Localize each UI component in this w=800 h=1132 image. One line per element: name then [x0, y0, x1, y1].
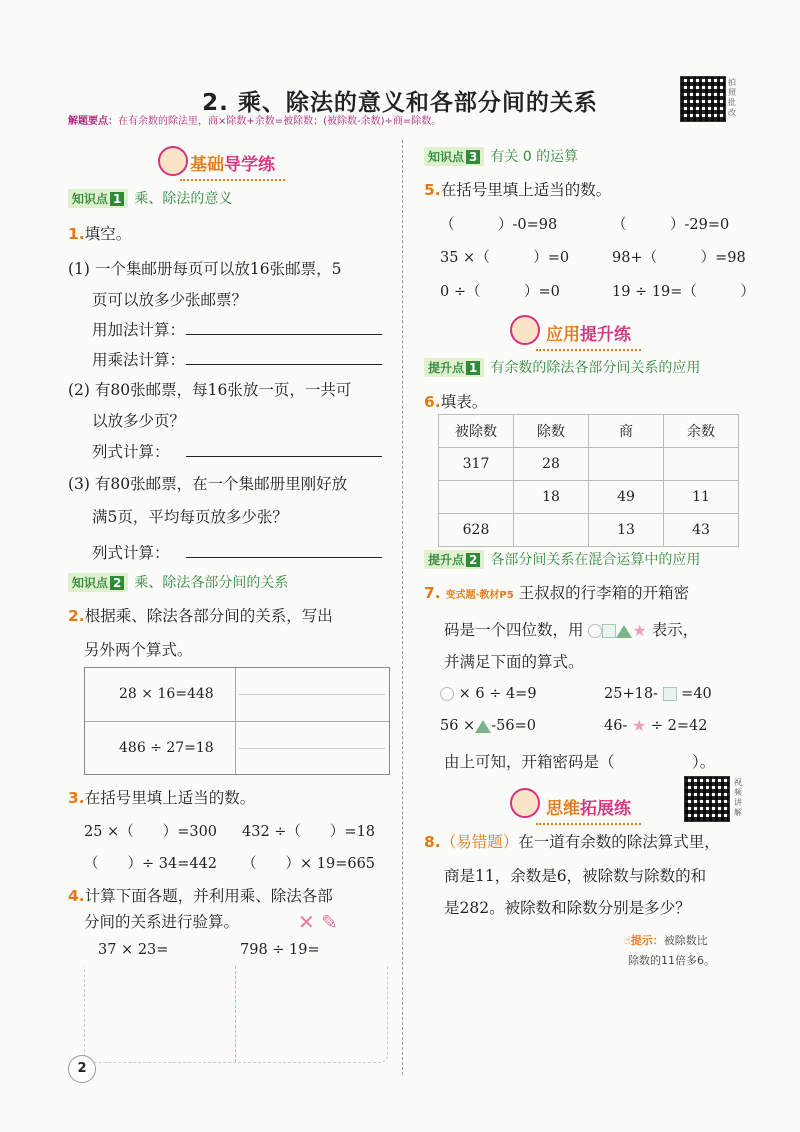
q7-eq-4: 46- ★ ÷ 2=42	[604, 716, 708, 735]
q2-equation-1: 28 × 16=448	[119, 686, 214, 702]
q1-part3-line2: 满5页，平均每页放多少张？	[92, 508, 288, 526]
q5-item-1[interactable]: （ ）-0=98	[440, 217, 558, 233]
answer-line-2[interactable]	[186, 456, 382, 457]
q3-item-1[interactable]: 25 ×（ ）=300	[84, 824, 218, 840]
q1-part3-line1: (3) 有80张邮票，在一个集邮册里刚好放	[68, 475, 348, 493]
knowledge-point-3: 知识点 3 有关 0 的运算	[424, 146, 578, 166]
student-mascot-icon	[158, 146, 188, 176]
question-2-line1: 2.根据乘、除法各部分间的关系，写出	[68, 607, 333, 625]
q1-part2-line2: 以放多少页？	[92, 412, 186, 430]
qr-code-top[interactable]	[680, 76, 726, 122]
table-header: 除数	[514, 415, 589, 448]
q5-item-3[interactable]: 35 ×（ ）=0	[440, 250, 570, 266]
table-cell: 18	[514, 481, 589, 514]
table-cell: 49	[589, 481, 664, 514]
table-cell: 317	[439, 448, 514, 481]
table-row	[439, 481, 739, 514]
square-shape-icon	[663, 687, 677, 701]
q3-item-4[interactable]: （ ）× 19=665	[242, 856, 376, 872]
improvement-point-2: 提升点 2 各部分间关系在混合运算中的应用	[424, 549, 700, 569]
banner-basic: 基础导学练	[190, 150, 275, 175]
q1-part1-line1: (1) 一个集邮册每页可以放16张邮票，5	[68, 260, 342, 278]
table-cell-blank[interactable]	[439, 481, 514, 514]
question-7-line3: 并满足下面的算式。	[444, 653, 584, 671]
table-header: 被除数	[439, 415, 514, 448]
q4-work-area[interactable]	[84, 966, 388, 1063]
question-3-title: 3.在括号里填上适当的数。	[68, 789, 256, 807]
question-2-line2: 另外两个算式。	[84, 641, 193, 659]
table-cell: 13	[589, 514, 664, 547]
q1-part2-line1: (2) 有80张邮票，每16张放一页，一共可	[68, 381, 352, 399]
q2-write-line-2[interactable]	[239, 748, 385, 749]
table-cell-blank[interactable]	[514, 514, 589, 547]
table-header: 商	[589, 415, 664, 448]
circle-shape-icon	[588, 624, 602, 638]
question-4-line1: 4.计算下面各题，并利用乘、除法各部	[68, 887, 333, 905]
knowledge-point-2: 知识点 2 乘、除法各部分间的关系	[68, 572, 288, 592]
page-number: 2	[68, 1055, 96, 1083]
answer-line-3[interactable]	[186, 557, 382, 558]
question-8-line3: 是282。被除数和除数分别是多少？	[444, 899, 691, 917]
column-divider	[402, 140, 403, 1075]
table-cell-blank[interactable]	[664, 448, 739, 481]
pencil-cartoon-icon: ✕ ✎	[298, 910, 338, 934]
question-1-title: 1.填空。	[68, 225, 132, 243]
page-title: 2. 乘、除法的意义和各部分间的关系	[202, 90, 598, 116]
table-cell: 628	[439, 514, 514, 547]
question-7-line2: 码是一个四位数，用 ★ 表示，	[444, 621, 699, 640]
q3-item-3[interactable]: （ ）÷ 34=442	[84, 856, 218, 872]
banner-applied: 应用提升练	[546, 320, 631, 345]
answer-line-add[interactable]	[186, 334, 382, 335]
q7-eq-3: 56 × -56=0	[440, 718, 536, 734]
qr-note-top: 拍照批改	[728, 78, 736, 117]
table-cell-blank[interactable]	[589, 448, 664, 481]
table-cell: 11	[664, 481, 739, 514]
table-cell: 28	[514, 448, 589, 481]
qr-code-video[interactable]	[684, 776, 730, 822]
question-4-line2: 分间的关系进行验算。	[84, 913, 240, 931]
q6-fill-table	[438, 414, 739, 547]
q8-hint-line1: ☝提示：被除数比	[624, 934, 708, 947]
knowledge-point-1: 知识点 1 乘、除法的意义	[68, 188, 232, 208]
q5-item-5[interactable]: 0 ÷（ ）=0	[440, 284, 560, 300]
table-row	[439, 448, 739, 481]
improvement-point-1: 提升点 1 有余数的除法各部分间关系的应用	[424, 357, 700, 377]
student-mascot-icon-3	[510, 788, 540, 818]
solving-tips: 解题要点：在有余数的除法里，商×除数+余数=被除数；(被除数-余数)÷商=除数。	[68, 116, 442, 127]
star-shape-icon: ★	[632, 621, 647, 640]
qr-note-video: 视频讲解	[734, 778, 742, 817]
table-cell: 43	[664, 514, 739, 547]
q2-answer-grid	[84, 667, 390, 775]
q4-expr-2: 798 ÷ 19=	[240, 942, 320, 958]
q1-part1-line2: 页可以放多少张邮票？	[92, 291, 248, 309]
variant-tag: 变式题·教材P5	[445, 590, 514, 601]
q3-item-2[interactable]: 432 ÷（ ）=18	[242, 824, 376, 840]
question-6-title: 6.填表。	[424, 393, 488, 411]
answer-line-mul[interactable]	[186, 364, 382, 365]
q1-calc-label-3: 列式计算：	[92, 544, 170, 562]
question-5-title: 5.在括号里填上适当的数。	[424, 181, 612, 199]
student-mascot-icon-2	[510, 315, 540, 345]
table-row	[439, 514, 739, 547]
q1-mul-label: 用乘法计算：	[92, 351, 186, 369]
error-prone-tag: （易错题）	[440, 833, 519, 851]
q7-eq-2: 25+18- =40	[604, 686, 712, 702]
question-8-line1: 8.（易错题）在一道有余数的除法算式里，	[424, 833, 720, 851]
banner-thinking: 思维拓展练	[546, 794, 631, 819]
circle-shape-icon	[440, 687, 454, 701]
q8-hint-line2: 除数的11倍多6。	[628, 954, 715, 967]
q5-item-2[interactable]: （ ）-29=0	[612, 217, 730, 233]
table-header: 余数	[664, 415, 739, 448]
q7-eq-1: × 6 ÷ 4=9	[440, 686, 537, 702]
q2-equation-2: 486 ÷ 27=18	[119, 740, 214, 756]
q1-calc-label-2: 列式计算：	[92, 443, 170, 461]
q4-expr-1: 37 × 23=	[98, 942, 169, 958]
question-8-line2: 商是11，余数是6，被除数与除数的和	[444, 867, 707, 885]
hint-hand-icon: ☝	[624, 934, 631, 947]
triangle-shape-icon	[475, 720, 491, 733]
star-shape-icon: ★	[631, 716, 647, 735]
q7-conclusion[interactable]: 由上可知，开箱密码是（ ）。	[444, 753, 716, 771]
q1-add-label: 用加法计算：	[92, 321, 186, 339]
question-7-line1: 7. 变式题·教材P5 王叔叔的行李箱的开箱密	[424, 584, 690, 602]
triangle-shape-icon	[616, 625, 632, 638]
q5-item-6[interactable]: 19 ÷ 19=（ ）	[612, 284, 755, 300]
table-header-row	[439, 415, 739, 448]
q2-write-line-1[interactable]	[239, 694, 385, 695]
square-shape-icon	[602, 624, 616, 638]
q5-item-4[interactable]: 98+（ ）=98	[612, 250, 746, 266]
